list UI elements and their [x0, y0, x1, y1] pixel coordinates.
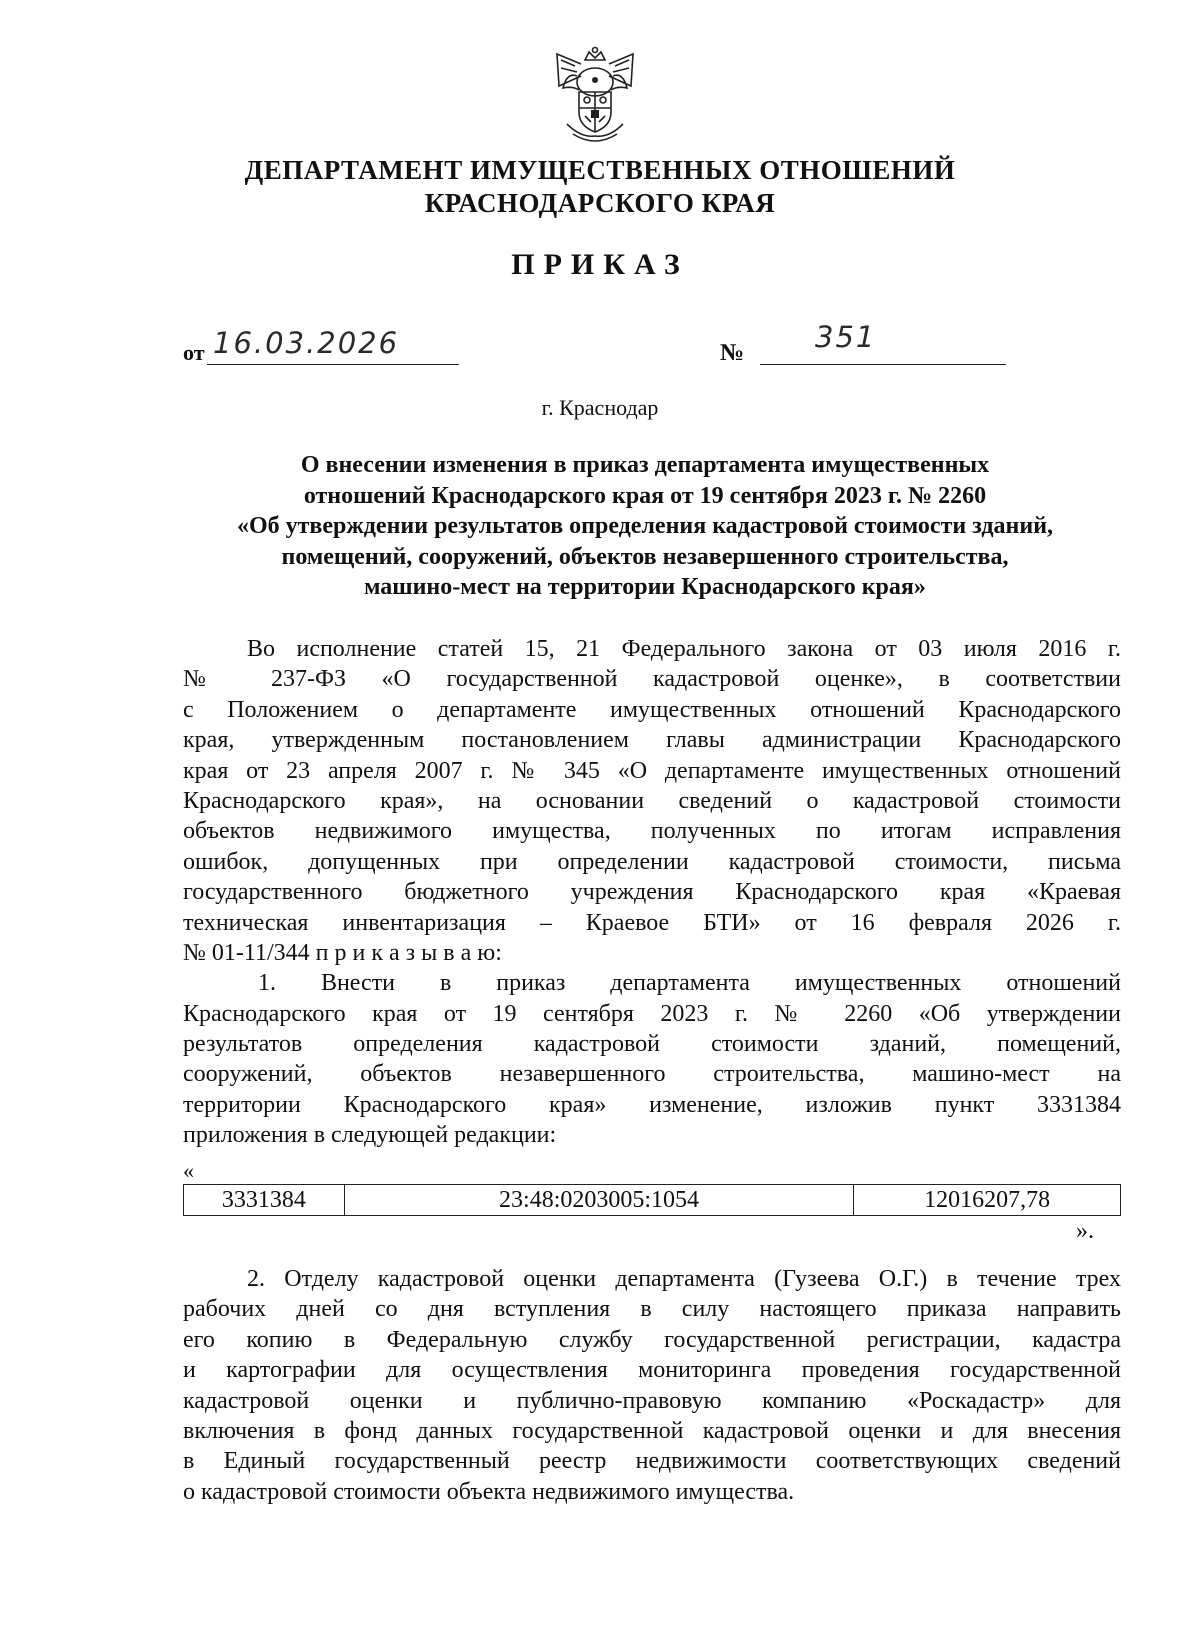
- item1-line: Краснодарского края от 19 сентября 2023 г. № 2260 «Об утверждении: [183, 1000, 1121, 1027]
- city-line: г. Краснодар: [541, 395, 659, 420]
- item1-line: результатов определения кадастровой стоимости зданий, помещений,: [183, 1031, 1121, 1058]
- item1-line: сооружений, объектов незавершенного строительства, машино-мест на: [183, 1061, 1121, 1088]
- preamble-line: края от 23 апреля 2007 г. № 345 «О департаменте имущественных отношений: [183, 757, 1121, 784]
- title-line: «Об утверждении результатов определения кадастровой стоимости зданий,: [236, 513, 1054, 539]
- preamble-line: края, утвержденным постановлением главы администрации Краснодарского: [183, 727, 1121, 754]
- order-date-number-row: [183, 320, 1003, 366]
- item2-line: рабочих дней со дня вступления в силу настоящего приказа направить: [183, 1296, 1121, 1323]
- amended-record-table: [183, 1184, 1121, 1216]
- item1-line: 1. Внести в приказ департамента имущественных отношений: [258, 970, 1121, 997]
- item2-line: и картографии для осуществления мониторинга проведения государственной: [183, 1357, 1121, 1384]
- preamble-line: техническая инвентаризация – Краевое БТИ» от 16 февраля 2026 г.: [183, 909, 1121, 936]
- item2-line: его копию в Федеральную службу государственной регистрации, кадастра: [183, 1326, 1121, 1353]
- preamble-line: Во исполнение статей 15, 21 Федерального закона от 03 июля 2016 г.: [247, 636, 1121, 662]
- title-line: помещений, сооружений, объектов незавершенного строительства,: [281, 543, 1009, 570]
- department-name-line2: КРАСНОДАРСКОГО КРАЯ: [424, 188, 776, 218]
- department-name-line1: ДЕПАРТАМЕНТ ИМУЩЕСТВЕННЫХ ОТНОШЕНИЙ: [244, 155, 956, 185]
- date-underline: [207, 364, 459, 365]
- date-label: от: [183, 340, 205, 365]
- item2-line: 2. Отделу кадастровой оценки департамента (Гузеева О.Г.) в течение трех: [247, 1266, 1121, 1292]
- item1-line: приложения в следующей редакции:: [183, 1122, 557, 1149]
- order-number-handwritten: 351: [815, 320, 877, 354]
- cadastral-value-cell: 12016207,78: [854, 1185, 1121, 1216]
- document-type-heading: ПРИКАЗ: [511, 248, 689, 281]
- preamble-line: государственного бюджетного учреждения Краснодарского края «Краевая: [183, 879, 1121, 906]
- preamble-line: № 01-11/344 п р и к а з ы в а ю:: [183, 939, 502, 966]
- quote-close: ».: [1076, 1218, 1094, 1244]
- item1-line: территории Краснодарского края» изменение, изложив пункт 3331384: [183, 1091, 1121, 1118]
- preamble-and-item1: [183, 634, 1121, 1151]
- title-line: машино-мест на территории Краснодарского края»: [364, 574, 926, 600]
- item2-line: в Единый государственный реестр недвижимости соответствующих сведений: [183, 1448, 1121, 1475]
- title-line: О внесении изменения в приказ департамента имущественных: [300, 452, 990, 478]
- preamble-line: № 237-ФЗ «О государственной кадастровой оценке», в соответствии: [183, 666, 1121, 693]
- item2-line: о кадастровой стоимости объекта недвижимого имущества.: [183, 1478, 795, 1505]
- preamble-line: Краснодарского края», на основании сведений о кадастровой стоимости: [183, 787, 1121, 814]
- item2-line: включения в фонд данных государственной кадастровой оценки и для внесения: [183, 1417, 1121, 1444]
- item-number-cell: 3331384: [184, 1185, 345, 1216]
- cadastral-number-cell: 23:48:0203005:1054: [344, 1185, 853, 1216]
- coat-of-arms-icon: [551, 46, 639, 150]
- preamble-line: ошибок, допущенных при определении кадастровой стоимости, письма: [183, 848, 1121, 875]
- number-underline: [760, 364, 1006, 365]
- item2: [183, 1264, 1121, 1507]
- quote-open: «: [183, 1158, 194, 1183]
- title-line: отношений Краснодарского края от 19 сентября 2023 г. № 2260: [303, 482, 987, 509]
- order-date-handwritten: 16.03.2026: [213, 326, 400, 360]
- order-title: [150, 450, 1140, 603]
- item2-line: кадастровой оценки и публично-правовую компанию «Роскадастр» для: [183, 1387, 1121, 1414]
- table-row: [184, 1185, 1121, 1216]
- preamble-line: с Положением о департаменте имущественных отношений Краснодарского: [183, 696, 1121, 723]
- number-label: №: [720, 340, 745, 366]
- preamble-line: объектов недвижимого имущества, полученных по итогам исправления: [183, 818, 1121, 845]
